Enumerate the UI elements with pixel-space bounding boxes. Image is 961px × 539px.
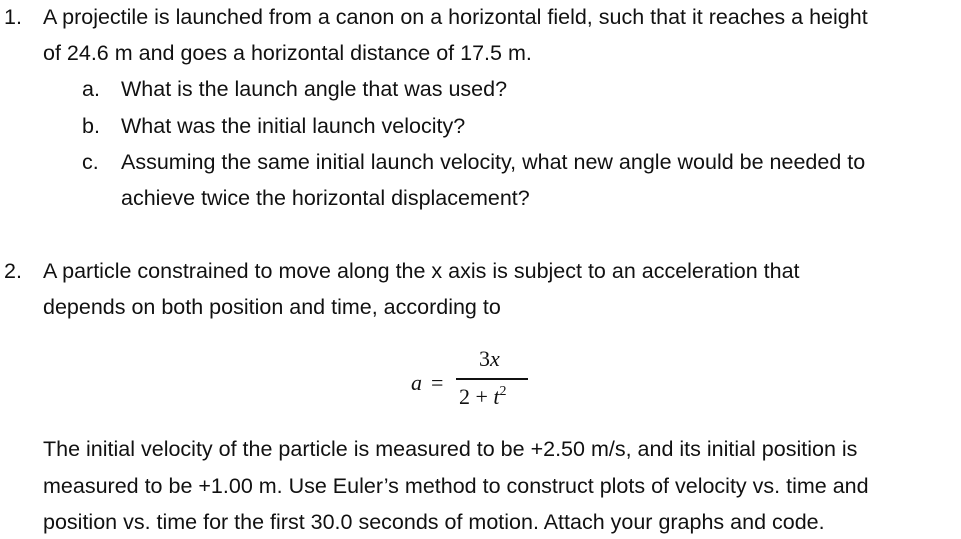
part-c-text-line-1: Assuming the same initial launch velocity, what new angle would be needed to — [121, 150, 866, 174]
denominator-exponent: 2 — [499, 384, 507, 399]
part-b-label: b. — [82, 114, 100, 138]
problem-2-para-line-2: measured to be +1.00 m. Use Euler’s method to construct plots of velocity vs. time and — [43, 474, 869, 498]
equation-equals: = — [431, 370, 444, 395]
equation-numerator — [479, 346, 500, 372]
part-a-text: What is the launch angle that was used? — [121, 77, 508, 101]
part-b-text: What was the initial launch velocity? — [121, 114, 466, 138]
part-c-label: c. — [82, 150, 99, 174]
numerator-coefficient: 3 — [479, 346, 490, 371]
equation-denominator — [459, 384, 507, 410]
problem-1-number: 1. — [4, 5, 22, 29]
denominator-variable: t — [493, 384, 500, 409]
problem-2-number: 2. — [4, 259, 22, 283]
problem-1-text-line-1: A projectile is launched from a canon on a horizontal field, such that it reaches a height — [43, 5, 868, 29]
equation-lhs: a — [411, 370, 422, 395]
part-a-label: a. — [82, 77, 100, 101]
problem-1-text-line-2: of 24.6 m and goes a horizontal distance of 17.5 m. — [43, 41, 532, 65]
fraction-bar — [456, 378, 528, 380]
problem-2-para-line-1: The initial velocity of the particle is measured to be +2.50 m/s, and its initial position is — [43, 437, 858, 461]
denominator-constant: 2 — [459, 384, 470, 409]
problem-2-text-line-2: depends on both position and time, according to — [43, 295, 501, 319]
numerator-variable: x — [490, 346, 500, 371]
denominator-plus: + — [475, 384, 488, 409]
part-c-text-line-2: achieve twice the horizontal displacement? — [121, 186, 530, 210]
problem-2-para-line-3: position vs. time for the first 30.0 seconds of motion. Attach your graphs and code. — [43, 510, 825, 534]
problem-2-text-line-1: A particle constrained to move along the x axis is subject to an acceleration that — [43, 259, 800, 283]
